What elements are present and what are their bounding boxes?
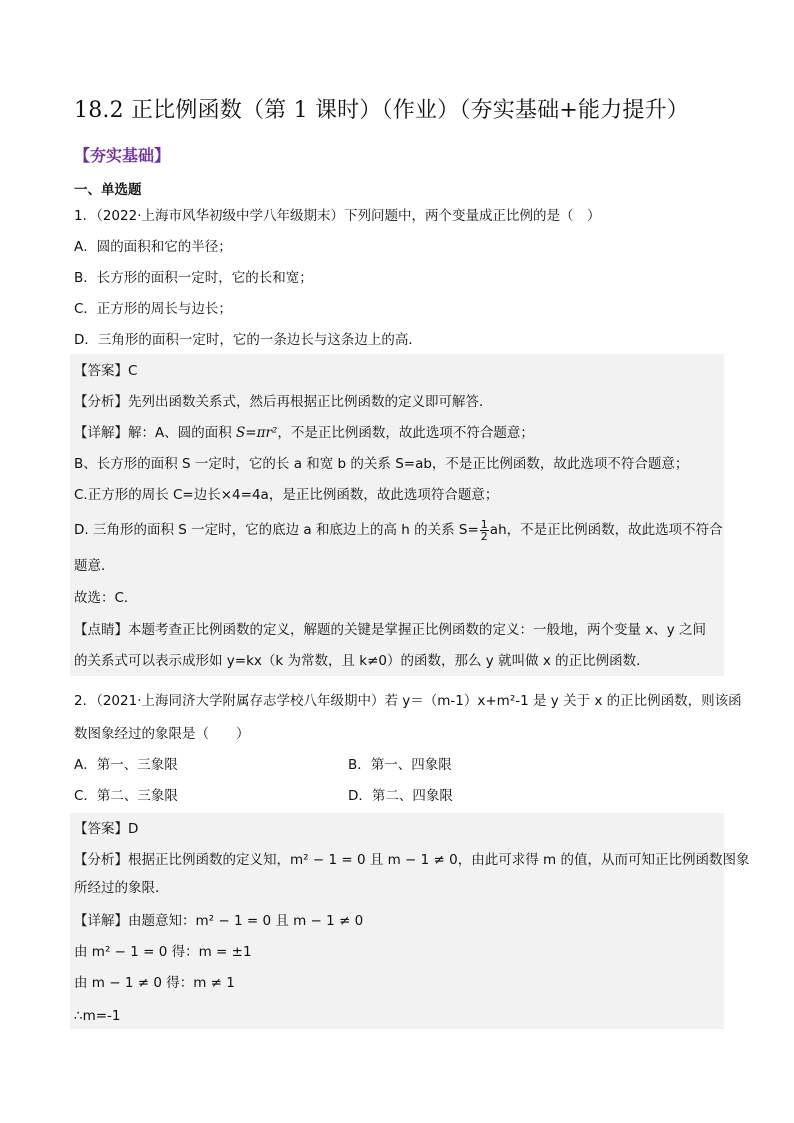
fraction-denominator: 2 [480,529,488,543]
q2-detail-3: 由 m − 1 ≠ 0 得：m ≠ 1 [74,975,235,991]
q2-option-c: C．第二、三象限 [74,788,178,804]
q1-detail-d-post: ah，不是正比例函数，故此选项不符合 [489,522,723,538]
q1-detail-b: B、长方形的面积 S 一定时，它的长 a 和宽 b 的关系 S=ab，不是正比例函数，故此选项不符合题意； [74,456,689,472]
fraction-numerator: 1 [480,517,488,531]
q1-stem: 1．（2022·上海市风华初级中学八年级期末）下列问题中，两个变量成正比例的是（ ） [74,208,601,224]
q2-detail-2: 由 m² − 1 = 0 得：m = ±1 [74,944,252,960]
q2-answer: 【答案】D [74,821,139,837]
q1-choose: 故选：C． [74,590,138,606]
q2-detail-4: ∴m=-1 [74,1008,121,1024]
q1-detail-a-pre: 【详解】解：A、圆的面积 [74,425,237,441]
q1-option-d: D．三角形的面积一定时，它的一条边长与这条边上的高． [74,332,422,348]
q2-stem-2: 数图象经过的象限是（ ） [74,726,250,742]
q1-option-a: A．圆的面积和它的半径； [74,239,232,255]
q2-detail-1: 【详解】由题意知：m² − 1 = 0 且 m − 1 ≠ 0 [74,913,364,929]
q1-detail-a-post: ，不是正比例函数，故此选项不符合题意； [277,425,534,441]
q1-detail-d [74,516,723,544]
q1-comment-2: 的关系式可以表示成形如 y=kx（k 为常数，且 k≠0）的函数，那么 y 就叫做 x 的正比例函数． [74,653,650,669]
q1-detail-d-cont: 题意． [74,558,115,574]
page-title: 18.2 正比例函数（第 1 课时）（作业）（夯实基础+能力提升） [74,98,689,123]
q1-detail-d-pre: D. 三角形的面积 S 一定时，它的底边 a 和底边上的高 h 的关系 S= [74,522,479,538]
q2-option-d: D．第二、四象限 [348,788,453,804]
section-label: 【夯实基础】 [74,146,171,165]
q1-comment-1: 【点睛】本题考查正比例函数的定义，解题的关键是掌握正比例函数的定义：一般地，两个变量 x、y 之间 [74,622,707,638]
q2-stem-1: 2．（2021·上海同济大学附属存志学校八年级期中）若 y＝（m-1）x+m²-1 是 y 关于 x 的正比例函数，则该函 [74,693,742,709]
q1-detail-c: C.正方形的周长 C=边长×4=4a，是正比例函数，故此选项符合题意； [74,487,499,503]
q2-option-a: A．第一、三象限 [74,757,178,773]
q1-option-c: C．正方形的周长与边长； [74,301,232,317]
q1-option-b: B．长方形的面积一定时，它的长和宽； [74,270,313,286]
q1-answer: 【答案】C [74,363,138,379]
q2-option-b: B．第一、四象限 [348,757,452,773]
q2-analysis-2: 所经过的象限． [74,880,169,896]
q1-detail-a-expr: S=πr² [236,425,278,441]
q1-analysis: 【分析】先列出函数关系式，然后再根据正比例函数的定义即可解答． [74,394,493,410]
half-fraction [480,519,489,542]
part-heading: 一、单选题 [74,182,142,198]
q1-detail-a [74,423,534,443]
q2-analysis-1: 【分析】根据正比例函数的定义知，m² − 1 = 0 且 m − 1 ≠ 0，由此可求得 m 的值，从而可知正比例函数图象 [74,852,750,868]
